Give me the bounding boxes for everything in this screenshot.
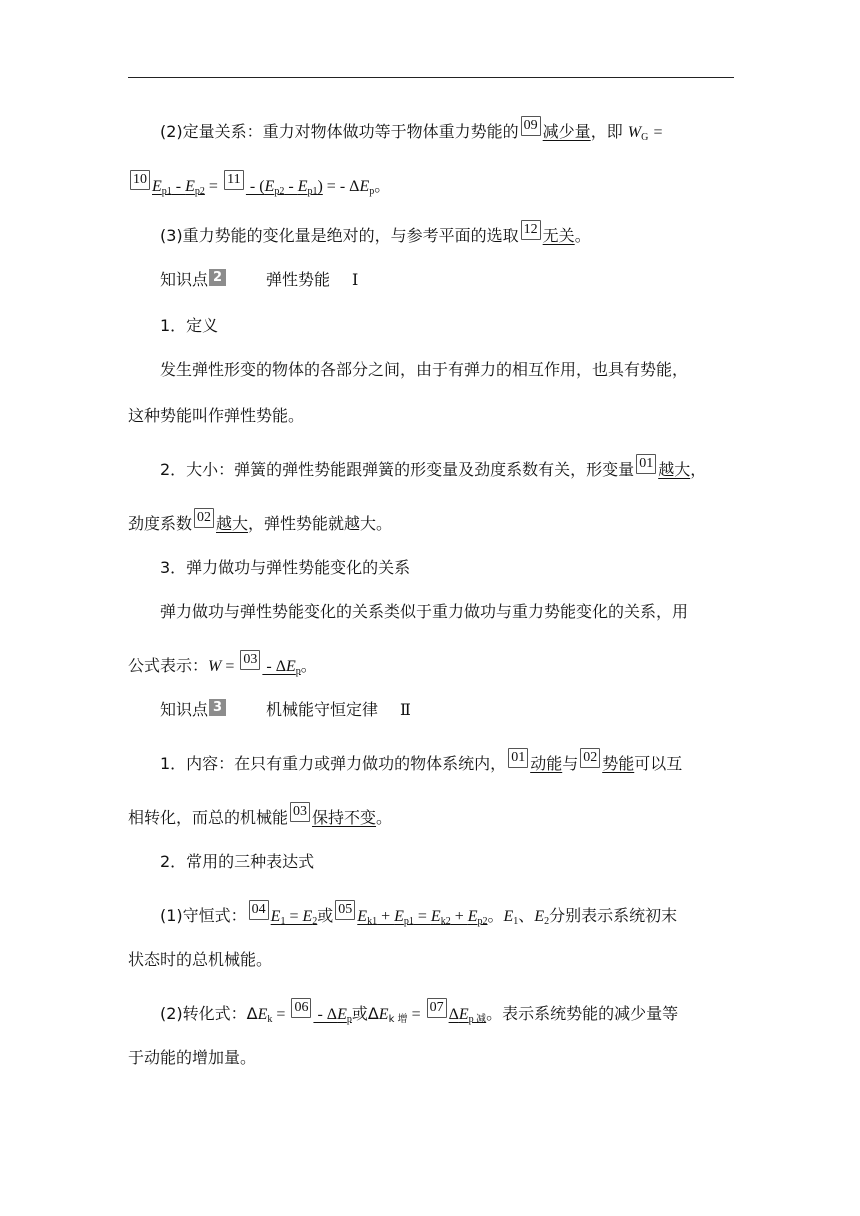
answer <box>449 1006 487 1023</box>
text: 1．内容：在只有重力或弹力做功的物体系统内， <box>160 754 507 773</box>
line-size <box>160 458 706 482</box>
subscript: G <box>641 132 649 143</box>
answer: 越大 <box>216 514 249 533</box>
text: (3)重力势能的变化量是绝对的，与参考平面的选取 <box>160 226 519 245</box>
blank-number: 03 <box>240 650 260 670</box>
symbol: E <box>503 908 514 925</box>
symbol: = - Δ <box>322 178 360 195</box>
blank-number: 10 <box>130 170 150 190</box>
text: 分别表示系统初末 <box>549 906 678 925</box>
symbol: + <box>377 908 395 925</box>
symbol: E <box>378 1006 389 1023</box>
line-expressions: 2．常用的三种表达式 <box>160 852 315 871</box>
line-conservation-formula <box>160 904 677 928</box>
symbol: E <box>467 908 478 925</box>
answer: 减少量 <box>542 122 591 141</box>
blank-number: 02 <box>580 748 600 768</box>
text: ， <box>690 460 707 479</box>
line-formula-gravity <box>128 174 390 198</box>
subscript: p2 <box>477 916 488 927</box>
symbol: = <box>407 1006 425 1023</box>
symbol: E <box>286 658 296 675</box>
symbol: W <box>208 658 222 675</box>
line-work-relation: 3．弹力做功与弹性势能变化的关系 <box>160 558 411 577</box>
blank-number: 12 <box>521 220 541 240</box>
symbol: E <box>357 908 368 925</box>
subscript: p2 <box>274 186 285 197</box>
symbol: E <box>185 178 195 195</box>
subscript: 1 <box>513 916 519 927</box>
subscript: p <box>346 1014 352 1025</box>
subscript: k 增 <box>388 1014 408 1025</box>
text: 知识点 <box>160 270 209 289</box>
text: (2)定量关系：重力对物体做功等于物体重力势能的 <box>160 122 519 141</box>
line-paragraph: 于动能的增加量。 <box>128 1048 257 1067</box>
subscript: p <box>369 186 375 197</box>
symbol: - <box>284 178 298 195</box>
symbol: E <box>257 1006 268 1023</box>
text: 知识点 <box>160 700 209 719</box>
symbol: = <box>204 178 222 195</box>
blank-number: 06 <box>291 998 311 1018</box>
answer <box>313 1006 351 1023</box>
section-heading-conservation <box>160 698 411 722</box>
text: 可以互 <box>634 754 683 773</box>
symbol: E <box>534 908 545 925</box>
symbol: = <box>413 908 431 925</box>
text: 2．大小：弹簧的弹性势能跟弹簧的形变量及劲度系数有关，形变量 <box>160 460 635 479</box>
section-heading-elastic <box>160 268 358 292</box>
subscript: p1 <box>161 186 172 197</box>
subscript: 2 <box>544 916 550 927</box>
text: 公式表示： <box>128 656 209 675</box>
blank-number: 07 <box>427 998 447 1018</box>
text: (1)守恒式： <box>160 906 247 925</box>
text: ，即 <box>590 122 623 141</box>
section-title: 弹性势能 <box>266 270 331 289</box>
answer <box>246 178 323 195</box>
subscript: p1 <box>307 186 318 197</box>
header-rule <box>128 77 734 78</box>
subscript: p1 <box>403 916 414 927</box>
grade-label: Ⅰ <box>352 272 359 289</box>
symbol: = <box>221 658 239 675</box>
answer <box>262 658 300 675</box>
symbol: E <box>458 1006 469 1023</box>
symbol: E <box>359 178 370 195</box>
answer: 无关 <box>542 226 575 245</box>
line-paragraph: 弹力做功与弹性势能变化的关系类似于重力做功与重力势能变化的关系，用 <box>160 602 689 621</box>
answer: 越大 <box>658 460 691 479</box>
text: 与 <box>562 754 579 773</box>
blank-number: 11 <box>224 170 244 190</box>
section-badge: 3 <box>209 699 226 716</box>
text: 或 <box>317 906 334 925</box>
symbol: = <box>285 908 303 925</box>
line-definition: 1．定义 <box>160 316 219 335</box>
blank-number: 01 <box>636 454 656 474</box>
symbol: ) <box>317 178 323 195</box>
symbol: W <box>627 124 642 141</box>
subscript: p2 <box>194 186 205 197</box>
answer <box>271 908 318 925</box>
text: ，弹性势能就越大。 <box>248 514 393 533</box>
symbol: - Δ <box>262 658 286 675</box>
symbol: - <box>171 178 186 195</box>
line-paragraph: 发生弹性形变的物体的各部分之间，由于有弹力的相互作用，也具有势能， <box>160 360 689 379</box>
section-title: 机械能守恒定律 <box>266 700 379 719</box>
line-formula-elastic <box>128 654 317 678</box>
symbol: E <box>430 908 441 925</box>
symbol: E <box>394 908 404 925</box>
symbol: = <box>653 124 663 141</box>
subscript: p 减 <box>468 1014 487 1025</box>
symbol: - Δ <box>313 1006 338 1023</box>
grade-label: Ⅱ <box>400 702 411 719</box>
blank-number: 05 <box>335 900 355 920</box>
symbol: Δ <box>448 1006 459 1023</box>
blank-number: 09 <box>521 116 541 136</box>
text: 。 <box>374 176 391 195</box>
symbol: E <box>264 178 275 195</box>
answer: 保持不变 <box>312 808 377 827</box>
line-transform-formula <box>160 1002 678 1026</box>
line-paragraph: 这种势能叫作弹性势能。 <box>128 406 305 425</box>
subscript: k <box>267 1014 273 1025</box>
line-quantitative-relation <box>160 120 662 144</box>
text: 。 <box>487 906 504 925</box>
symbol: = <box>272 1006 290 1023</box>
symbol: + <box>450 908 468 925</box>
blank-number: 03 <box>290 802 310 822</box>
symbol: E <box>152 178 162 195</box>
text: 。 <box>300 656 317 675</box>
blank-number: 02 <box>194 508 214 528</box>
symbol: E <box>337 1006 347 1023</box>
answer <box>152 178 205 195</box>
text: 或Δ <box>351 1004 379 1023</box>
subscript: 2 <box>312 916 318 927</box>
text: 劲度系数 <box>128 514 193 533</box>
text: 。表示系统势能的减少量等 <box>486 1004 679 1023</box>
symbol: - ( <box>245 178 265 195</box>
line-gravity-change <box>160 224 591 248</box>
blank-number: 04 <box>249 900 269 920</box>
symbol: E <box>297 178 308 195</box>
subscript: p <box>295 666 301 677</box>
answer: 势能 <box>602 754 635 773</box>
answer <box>357 908 487 925</box>
text: 。 <box>376 808 393 827</box>
text: 。 <box>574 226 591 245</box>
answer: 动能 <box>530 754 563 773</box>
symbol: E <box>302 908 313 925</box>
line-size-cont <box>128 512 392 536</box>
line-content <box>160 752 682 776</box>
subscript: k1 <box>367 916 378 927</box>
subscript: 1 <box>280 916 286 927</box>
line-paragraph: 状态时的总机械能。 <box>128 950 273 969</box>
symbol: E <box>270 908 281 925</box>
section-badge: 2 <box>209 269 226 286</box>
text: 相转化，而总的机械能 <box>128 808 289 827</box>
subscript: k2 <box>440 916 451 927</box>
blank-number: 01 <box>508 748 528 768</box>
text: (2)转化式：Δ <box>160 1004 258 1023</box>
text: 、 <box>518 906 535 925</box>
line-content-cont <box>128 806 392 830</box>
